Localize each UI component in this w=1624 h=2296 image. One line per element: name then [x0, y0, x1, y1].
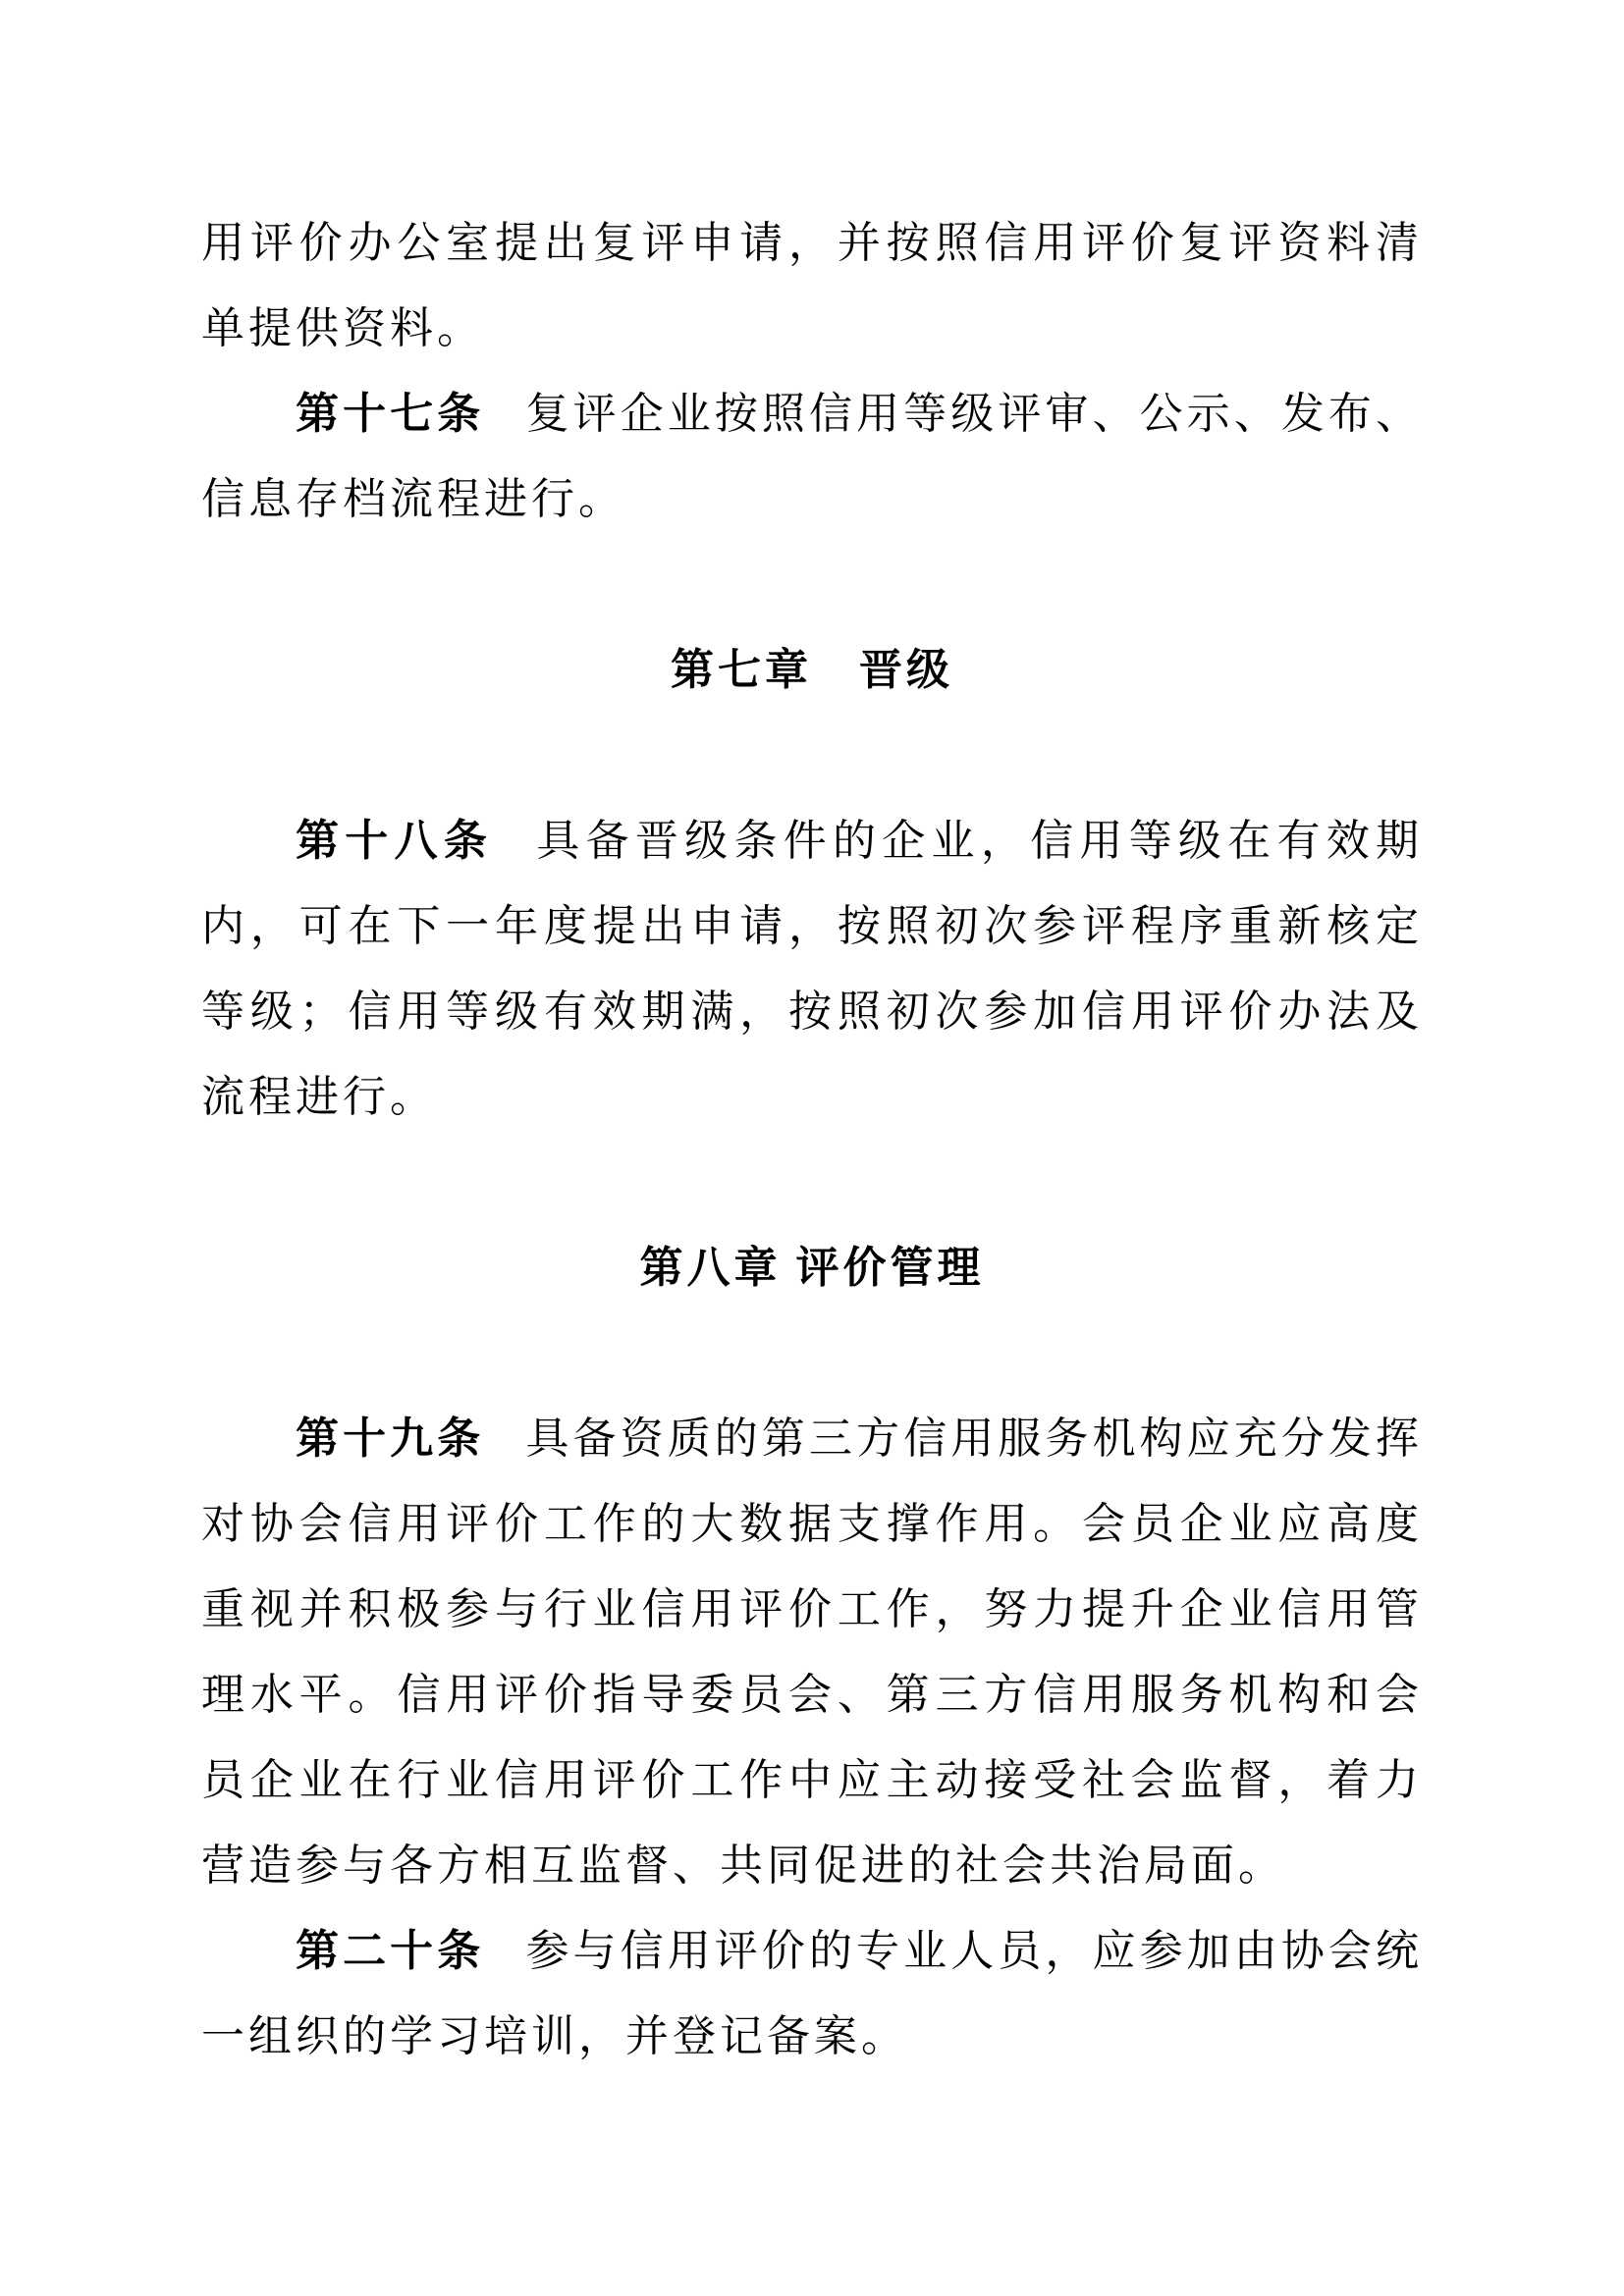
article-number: 第十七条: [296, 390, 485, 438]
article-paragraph: [201, 1908, 1423, 2079]
chapter-heading: 第八章 评价管理: [639, 1244, 985, 1292]
article-number: 第十八条: [296, 817, 494, 865]
article-number: 第二十条: [296, 1927, 485, 1975]
chapter-heading: 第七章 晋级: [671, 646, 953, 694]
article-text: 参与信用评价的专业人员，应参加由协会统一组织的学习培训，并登记备案。: [201, 1927, 1424, 2060]
article-paragraph: [201, 1396, 1423, 1908]
article-text: 具备资质的第三方信用服务机构应充分发挥对协会信用评价工作的大数据支撑作用。会员企业应高度重视并积极参与行业信用评价工作，努力提升企业信用管理水平。信用评价指导委员会、第三方信用服务机构和会员企业在行业信用评价工作中应主动接受社会监督，着力营造参与各方相互监督、共同促进的社会共治局面。: [201, 1415, 1424, 1890]
article-text: 具备晋级条件的企业，信用等级在有效期内，可在下一年度提出申请，按照初次参评程序重新核定等级；信用等级有效期满，按照初次参加信用评价办法及流程进行。: [201, 817, 1424, 1121]
body-paragraph: 用评价办公室提出复评申请，并按照信用评价复评资料清单提供资料。: [201, 219, 1423, 352]
article-paragraph: [201, 798, 1423, 1140]
article-text: 复评企业按照信用等级评审、公示、发布、信息存档流程进行。: [201, 390, 1424, 523]
article-paragraph: [201, 371, 1423, 542]
article-number: 第十九条: [296, 1415, 485, 1463]
